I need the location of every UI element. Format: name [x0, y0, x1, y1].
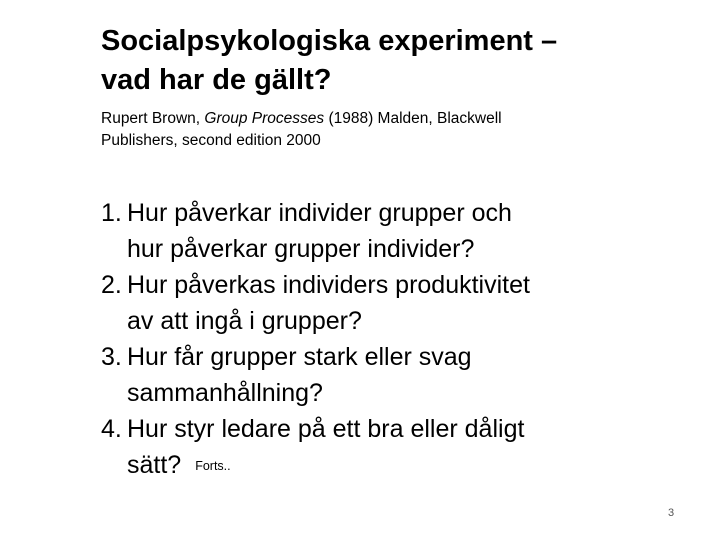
list-item-number: 1.	[101, 199, 122, 227]
list-item-number: 2.	[101, 271, 122, 299]
list-item-line-2: sammanhållning?	[127, 379, 323, 407]
list-item-line-1: Hur påverkas individers produktivitet	[127, 271, 530, 299]
citation-line-2: Publishers, second edition 2000	[101, 132, 321, 149]
title-line-2: vad har de gällt?	[101, 64, 332, 96]
citation-line-1	[101, 108, 641, 130]
citation-book-title: Group Processes	[204, 110, 325, 127]
list-item-line-1: Hur påverkar individer grupper och	[127, 199, 512, 227]
list-item	[101, 339, 661, 411]
list-item-line-2	[127, 447, 661, 484]
page-number: 3	[668, 507, 675, 519]
question-list	[101, 195, 661, 484]
list-item	[101, 267, 661, 339]
list-item-line-1: Hur styr ledare på ett bra eller dåligt	[127, 415, 525, 443]
list-item-line-2-text: sätt?	[127, 451, 182, 479]
citation-author: Rupert Brown,	[101, 110, 205, 127]
title-line-1: Socialpsykologiska experiment –	[101, 25, 558, 57]
forts-label: Forts..	[195, 459, 231, 473]
list-item	[101, 411, 661, 484]
list-item-line-2: hur påverkar grupper individer?	[127, 235, 475, 263]
list-item-number: 4.	[101, 415, 122, 443]
citation-details: (1988) Malden, Blackwell	[324, 110, 502, 127]
list-item-line-2: av att ingå i grupper?	[127, 307, 362, 335]
list-item-number: 3.	[101, 343, 122, 371]
slide-title	[101, 22, 641, 100]
list-item-line-1: Hur får grupper stark eller svag	[127, 343, 472, 371]
list-item	[101, 195, 661, 267]
citation	[101, 108, 641, 152]
